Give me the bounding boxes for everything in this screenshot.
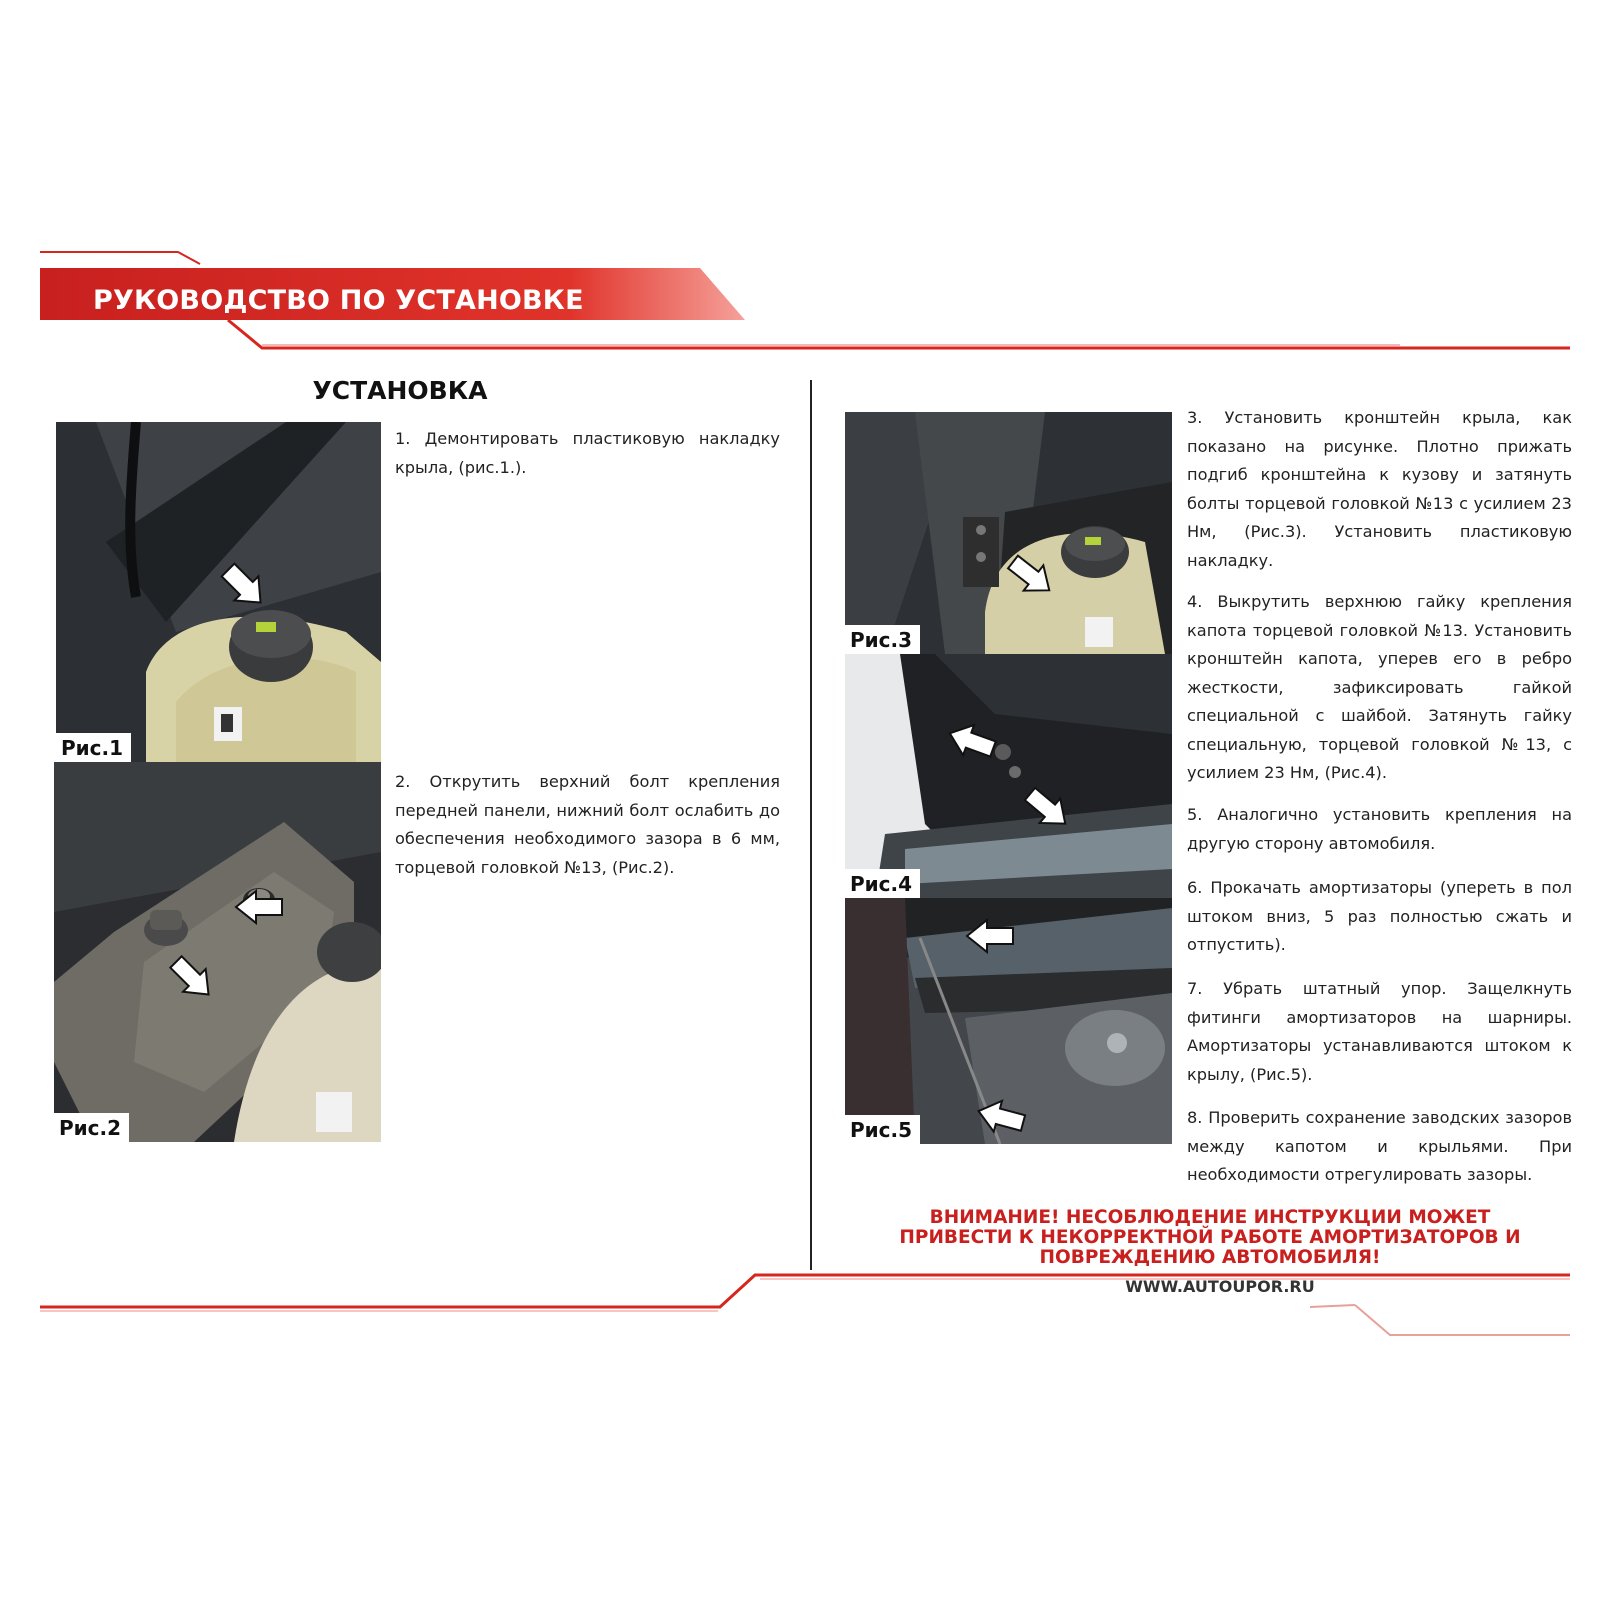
step-5-text: 5. Аналогично установить крепления на другую сторону автомобиля.: [1187, 805, 1572, 853]
arrow-icon: [54, 762, 381, 1142]
figure-1-photo: [56, 422, 381, 762]
step-6-text: 6. Прокачать амортизаторы (упереть в пол штоком вниз, 5 раз полностью сжать и отпустить).: [1187, 878, 1572, 954]
figure-2-label: Рис.2: [54, 1113, 129, 1142]
website-link[interactable]: WWW.AUTOUPOR.RU: [1125, 1277, 1315, 1296]
arrow-icon: [56, 422, 381, 762]
figure-1-label: Рис.1: [56, 733, 131, 762]
page-header-title: РУКОВОДСТВО ПО УСТАНОВКЕ: [93, 285, 584, 316]
step-7-text: 7. Убрать штатный упор. Защелкнуть фитинги амортизаторов на шарниры. Амортизаторы устанавливаются штоком к крылу, (Рис.5).: [1187, 979, 1572, 1084]
figure-2-photo: [54, 762, 381, 1142]
step-8-text: 8. Проверить сохранение заводских зазоров между капотом и крыльями. При необходимости отрегулировать зазоры.: [1187, 1108, 1572, 1184]
step-1-text: 1. Демонтировать пластиковую накладку крыла, (рис.1.).: [395, 429, 780, 477]
section-title: УСТАНОВКА: [312, 376, 488, 405]
warning-notice: ВНИМАНИЕ! НЕСОБЛЮДЕНИЕ ИНСТРУКЦИИ МОЖЕТ ПРИВЕСТИ К НЕКОРРЕКТНОЙ РАБОТЕ АМОРТИЗАТОРОВ И ПОВРЕЖДЕНИЮ АВТОМОБИЛЯ!: [899, 1207, 1521, 1268]
figure-3-photo: [845, 412, 1172, 654]
arrow-icon: [845, 654, 1172, 898]
figure-3-label: Рис.3: [845, 625, 920, 654]
footer-decoration: [0, 1265, 1600, 1345]
figure-4-photo: [845, 654, 1172, 898]
step-2-text: 2. Открутить верхний болт крепления передней панели, нижний болт ослабить до обеспечения необходимого зазора в 6 мм, торцевой головкой №13, (Рис.2).: [395, 772, 780, 877]
figure-5-photo: [845, 898, 1172, 1144]
figure-4-label: Рис.4: [845, 869, 920, 898]
figure-5-label: Рис.5: [845, 1115, 920, 1144]
column-divider: [810, 380, 812, 1270]
step-3-text: 3. Установить кронштейн крыла, как показано на рисунке. Плотно прижать подгиб кронштейна к кузову и затянуть болты торцевой головкой №13 с усилием 23 Нм, (Рис.3). Установить пластиковую накладку.: [1187, 408, 1572, 570]
step-4-text: 4. Выкрутить верхнюю гайку крепления капота торцевой головкой №13. Установить кронштейн капота, уперев его в ребро жесткости, зафиксировать гайкой специальной с шайбой. Затянуть гайку специальную, торцевой головкой №13, с усилием 23 Нм, (Рис.4).: [1187, 592, 1572, 782]
arrow-icon: [845, 412, 1172, 654]
arrow-icon: [845, 898, 1172, 1144]
